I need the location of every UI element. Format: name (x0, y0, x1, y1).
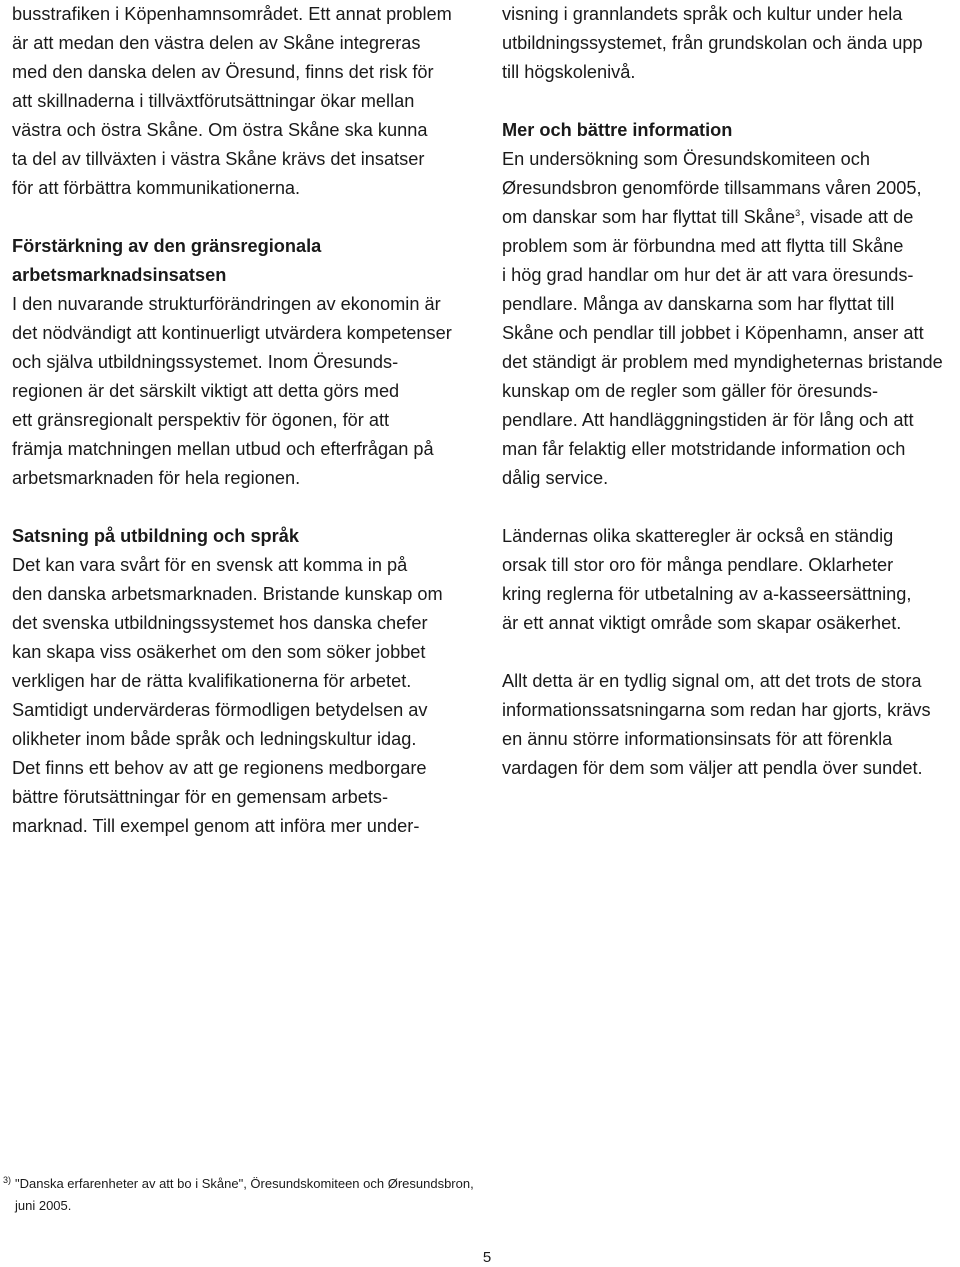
text-fragment: , visade att de (800, 207, 914, 227)
section-gransregionala (12, 232, 482, 493)
text-line: utbildningssystemet, från grundskolan och ända upp (502, 33, 923, 53)
text-line: att skillnaderna i tillväxtförutsättningar ökar mellan (12, 91, 415, 111)
text-line: Allt detta är en tydlig signal om, att det trots de stora (502, 671, 922, 691)
text-line: till högskolenivå. (502, 62, 636, 82)
paragraph-gap (502, 638, 960, 667)
text-line: ta del av tillväxten i västra Skåne krävs det insatser (12, 149, 425, 169)
text-line: visning i grannlandets språk och kultur under hela (502, 4, 903, 24)
text-line: I den nuvarande strukturförändringen av ekonomin är (12, 294, 441, 314)
text-line: bättre förutsättningar för en gemensam arbets- (12, 787, 389, 807)
section-heading: Mer och bättre information (502, 120, 733, 140)
text-line: orsak till stor oro för många pendlare. Oklarheter (502, 555, 894, 575)
text-line: i hög grad handlar om hur det är att vara öresunds- (502, 265, 914, 285)
intro-paragraph-right (502, 0, 960, 87)
text-line: det ständigt är problem med myndigheternas bristande (502, 352, 943, 372)
text-line: Det kan vara svårt för en svensk att komma in på (12, 555, 408, 575)
text-line: man får felaktig eller motstridande information och (502, 439, 906, 459)
section-information (502, 116, 960, 493)
text-line: och själva utbildningssystemet. Inom Öresunds- (12, 352, 399, 372)
paragraph-summary (502, 667, 960, 783)
footnote (3, 1173, 503, 1217)
paragraph-gap (502, 87, 960, 116)
text-line: Skåne och pendlar till jobbet i Köpenhamn, anser att (502, 323, 924, 343)
text-line: pendlare. Många av danskarna som har flyttat till (502, 294, 895, 314)
text-line: är ett annat viktigt område som skapar osäkerhet. (502, 613, 902, 633)
paragraph-skatteregler (502, 522, 960, 638)
text-line: verkligen har de rätta kvalifikationerna för arbetet. (12, 671, 412, 691)
footnote-reference: 3 (795, 208, 801, 218)
right-column (502, 0, 960, 783)
text-line: för att förbättra kommunikationerna. (12, 178, 301, 198)
text-line: informationssatsningarna som redan har gjorts, krävs (502, 700, 931, 720)
text-line: västra och östra Skåne. Om östra Skåne ska kunna (12, 120, 428, 140)
text-line: Samtidigt undervärderas förmodligen betydelsen av (12, 700, 428, 720)
text-line: problem som är förbundna med att flytta till Skåne (502, 236, 904, 256)
text-line: kan skapa viss osäkerhet om den som söker jobbet (12, 642, 426, 662)
text-line: Øresundsbron genomförde tillsammans våren 2005, (502, 178, 922, 198)
text-line: kring reglerna för utbetalning av a-kasseersättning, (502, 584, 912, 604)
page-number: 5 (482, 1249, 492, 1266)
text-line: busstrafiken i Köpenhamnsområdet. Ett annat problem (12, 4, 452, 24)
text-fragment: om danskar som har flyttat till Skåne (502, 207, 796, 227)
text-line: marknad. Till exempel genom att införa mer under- (12, 816, 420, 836)
paragraph-gap (12, 493, 482, 522)
text-line: kunskap om de regler som gäller för öresunds- (502, 381, 879, 401)
paragraph-gap (502, 493, 960, 522)
section-heading: Satsning på utbildning och språk (12, 526, 299, 546)
text-line: En undersökning som Öresundskomiteen och (502, 149, 870, 169)
text-line: Ländernas olika skatteregler är också en ständig (502, 526, 894, 546)
section-heading: Förstärkning av den gränsregionala (12, 236, 322, 256)
text-line: ett gränsregionalt perspektiv för ögonen, för att (12, 410, 390, 430)
section-heading: arbetsmarknadsinsatsen (12, 265, 227, 285)
intro-paragraph-left (12, 0, 482, 203)
text-line: är att medan den västra delen av Skåne integreras (12, 33, 421, 53)
text-line: vardagen för dem som väljer att pendla över sundet. (502, 758, 923, 778)
paragraph-gap (12, 203, 482, 232)
text-line: det nödvändigt att kontinuerligt utvärdera kompetenser (12, 323, 452, 343)
section-utbildning-sprak (12, 522, 482, 841)
text-line: med den danska delen av Öresund, finns det risk för (12, 62, 434, 82)
left-column (12, 0, 482, 841)
text-line: den danska arbetsmarknaden. Bristande kunskap om (12, 584, 443, 604)
text-line: arbetsmarknaden för hela regionen. (12, 468, 301, 488)
text-line: pendlare. Att handläggningstiden är för lång och att (502, 410, 914, 430)
text-line: främja matchningen mellan utbud och efterfrågan på (12, 439, 434, 459)
text-line (502, 203, 960, 232)
text-line: det svenska utbildningssystemet hos danska chefer (12, 613, 428, 633)
text-line: dålig service. (502, 468, 609, 488)
text-line: en ännu större informationsinsats för att förenkla (502, 729, 893, 749)
footnote-line: "Danska erfarenheter av att bo i Skåne", Öresundskomiteen och Øresundsbron, (15, 1176, 474, 1191)
text-line: olikheter inom både språk och ledningskultur idag. (12, 729, 417, 749)
text-line: Det finns ett behov av att ge regionens medborgare (12, 758, 427, 778)
footnote-line: juni 2005. (15, 1198, 72, 1213)
text-line: regionen är det särskilt viktigt att detta görs med (12, 381, 400, 401)
footnote-marker: 3) (3, 1175, 12, 1185)
